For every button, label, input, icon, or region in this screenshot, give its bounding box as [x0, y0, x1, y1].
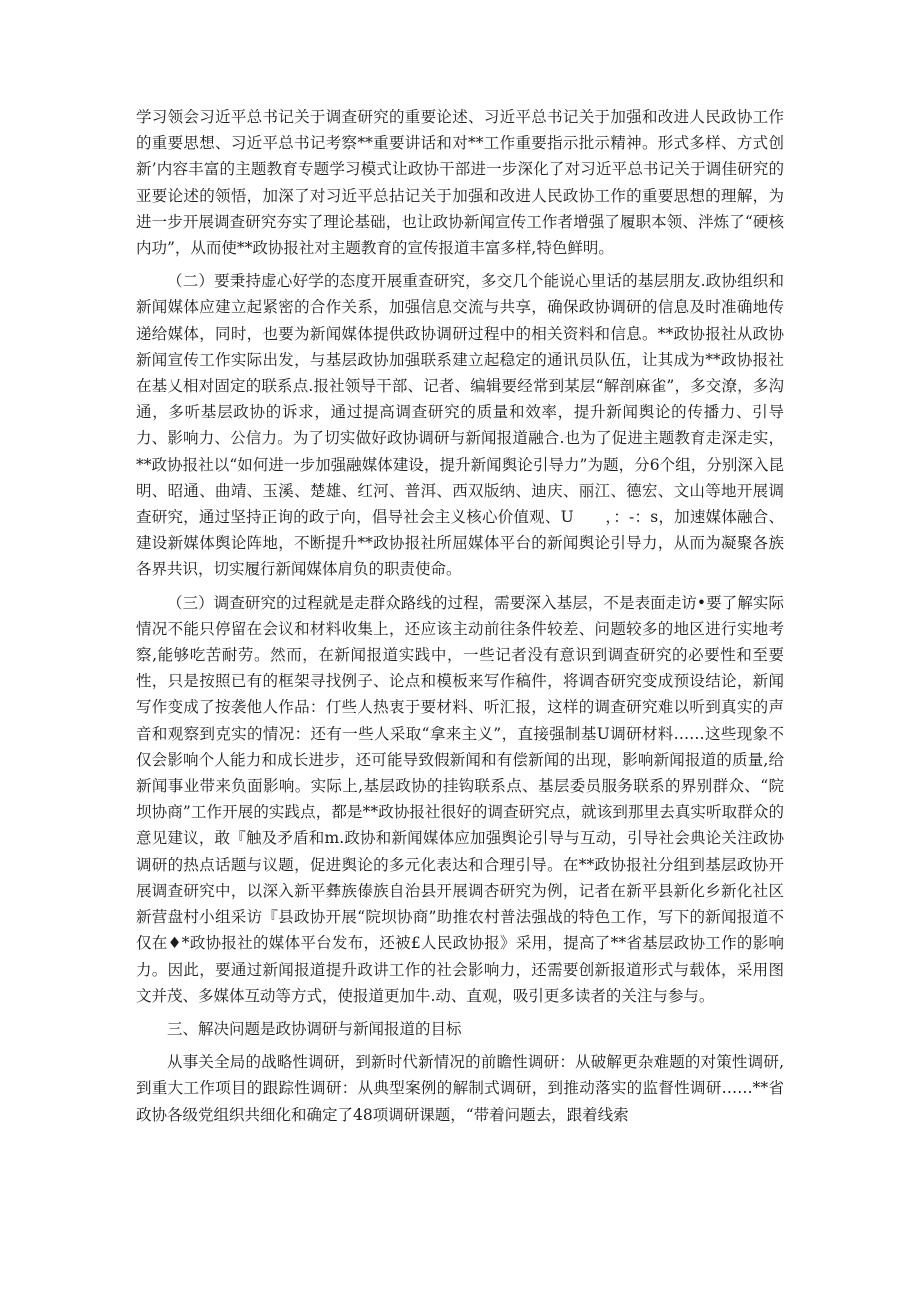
- paragraph-3: （三）调查研究的过程就是走群众路线的过程，需要深入基层，不是表面走访•要了解实际情况不能只停留在会议和材料收集上，还应该主动前往条件较差、问题较多的地区进行实地考察,能够吃苦耐劳。然而，在新闻报道实践中，一些记者没有意识到调查研究的必要性和至要性，只是按照已有的框架寻找例子、论点和模板来写作稿件，将调杳研究变成预设结论，新闻写作变成了按袭他人作品：仃些人热衷于要材料、听汇报，这样的调查研究难以听到真实的声音和观察到克实的情况：还有一些人采取“拿来主义”，直接强制基U调研材料……这些现象不仅会影响个人能力和成长进步，还可能导致假新闻和有偿新闻的出现，影响新闻报道的质量,给新闻事业带来负面影响。实际上,基层政协的挂钩联系点、基层委员服务联系的界别群众、“院坝协商”工作开展的实践点，都是**政协报社很好的调查研究点，就该到那里去真实听取群众的意见建议，敢『触及矛盾和m.政协和新闻媒体应加强舆论引导与互动，引导社会典论关注政协调研的热点话题与议题，促进舆论的多元化表达和合理引导。在**政协报社分组到基层政协开展调查研究中，以深入新平彝族傣族自治县开展调杏研究为例，记者在新平县新化乡新化社区新营盘村小组采访『县政协开展“院坝协商”助推农村普法强战的特色工作，写下的新闻报道不仅在♦*政协报社的媒体平台发布，还被£人民政协报》采用，提高了**省基层政协工作的影响力。因此，要通过新闻报道提升政讲工作的社会影响力，还需要创新报道形式与载体，采用图文并茂、多媒体互动等方式，使报道更加牛.动、直观，吸引更多读者的关注与参与。: [136, 593, 784, 1005]
- body-text: [136, 104, 784, 1135]
- paragraph-4: 从事关全局的战略性调研，到新时代新情况的前瞻性调研：从破解更杂难题的对策性调研,到重大工作项目的跟踪性调研：从典型案例的解制式调研，到推动落实的监督性调研……**省政协各级党组织共细化和确定了48项调研课题，“带着问题去，跟着线索: [136, 1053, 784, 1124]
- paragraph-1: 学习领会习近平总书记关于调查研究的重要论述、习近平总书记关于加强和改进人民政协工作的重要思想、习近平总书记考察**重要讲话和对**工作重要指示批示精神。形式多样、方式创新’内容丰富的主题教育专题学习模式让政协干部进一步深化了对习近平总书记关于调佳研究的亚要论述的领悟，加深了对习近平总拈记关于加强和改进人民政协工作的重要思想的理解，为进一步开展调查研究夯实了理论基础，也让政协新闻宣传工作者增强了履职本领、泮炼了“硬核内功”，从而使**政协报社对主题教育的宣传报道丰富多样,特色鲜明。: [136, 108, 784, 258]
- paragraph-2: （二）要秉持虚心好学的态度开展重查研究，多交几个能说心里话的基层朋友.政协组织和新闻媒体应建立起紧密的合作关系，加强信息交流与共享，确保政协调研的信息及时准确地传递给媒体，同时，也要为新闻媒体提供政协调研过程中的相关资料和信息。**政协报社从政协新闻宣传工作实际出发，与基层政协加强联系建立起稳定的通讯员队伍，让其成为**政协报社在基乂相对固定的联系点.报社领导干部、记者、编辑要经常到某层“解剖麻雀”，多交潦，多沟通，多听基层政协的诉求，通过提高调查研究的质量和效率，提升新闻舆论的传播力、引导力、影响力、公信力。为了切实做好政协调研与新闻报道融合.也为了促进主题教育走深走实，**政协报社以“如何进一步加强融媒体建设，提升新闻舆论引导力”为题，分6个组，分别深入昆明、昭通、曲靖、玉溪、楚雄、红河、普洱、西双版纳、迪庆、丽江、德宏、文山等地开展调查研究，通过坚持正询的政亍向，倡导社会主义核心价值观、U ，：-：s，加速媒体融合、建设新媒体舆论阵地，不断提升**政协报社所屈媒体平台的新闻舆论引导力，从而为凝聚各族各界共识，切实履行新闻媒体肩负的职责使命。: [136, 272, 784, 579]
- section-heading: 三、解决问题是政协调研与新闻报道的目标: [167, 1019, 462, 1038]
